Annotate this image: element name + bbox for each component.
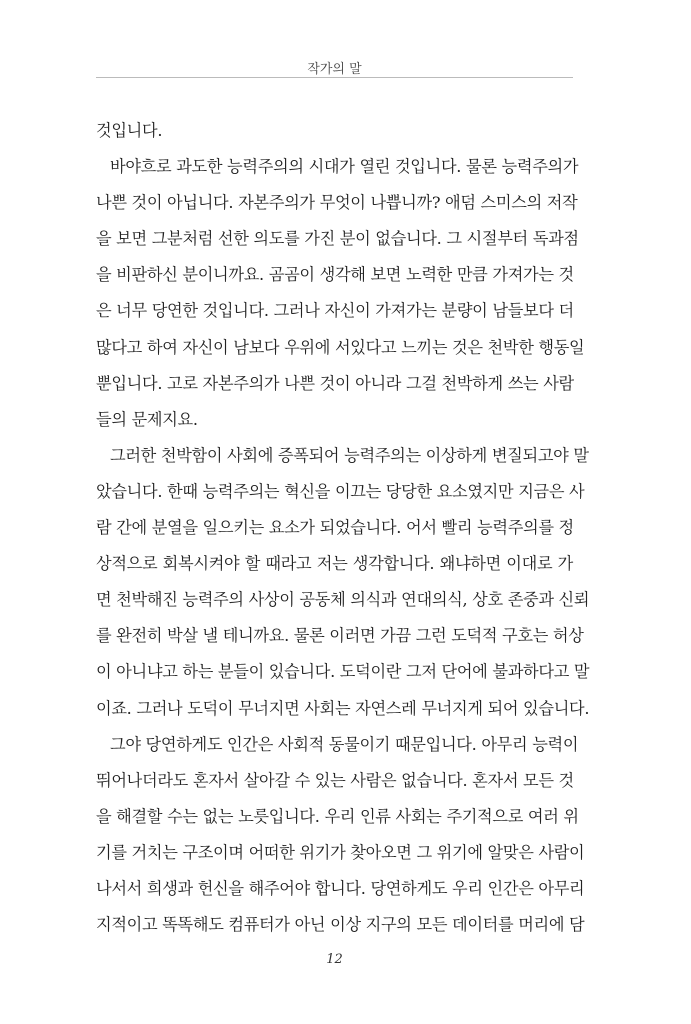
text-line: 뛰어나더라도 혼자서 살아갈 수 있는 사람은 없습니다. 혼자서 모든 것 [96, 770, 574, 790]
text-line: 것입니다. [96, 121, 163, 140]
text-line: 이 아니냐고 하는 분들이 있습니다. 도덕이란 그저 단어에 불과하다고 말 [96, 662, 590, 682]
text-line: 를 완전히 박살 낼 테니까요. 물론 이러면 가끔 그런 도덕적 구호는 허상 [96, 626, 584, 646]
text-line: 상적으로 회복시켜야 할 때라고 저는 생각합니다. 왜냐하면 이대로 가 [96, 554, 573, 574]
text-line: 이죠. 그러나 도덕이 무너지면 사회는 자연스레 무너지게 되어 있습니다. [96, 698, 590, 718]
text-line: 을 해결할 수는 없는 노릇입니다. 우리 인류 사회는 주기적으로 여러 위 [96, 806, 579, 826]
text-line: 았습니다. 한때 능력주의는 혁신을 이끄는 당당한 요소였지만 지금은 사 [96, 481, 585, 501]
text-line: 뿐입니다. 고로 자본주의가 나쁜 것이 아니라 그걸 천박하게 쓰는 사람 [96, 373, 574, 393]
running-header: 작가의 말 [307, 62, 362, 77]
text-line: 그야 당연하게도 인간은 사회적 동물이기 때문입니다. 아무리 능력이 [110, 734, 579, 754]
text-line: 바야흐로 과도한 능력주의의 시대가 열린 것입니다. 물론 능력주의가 [110, 157, 579, 177]
text-line: 면 천박해진 능력주의 사상이 공동체 의식과 연대의식, 상호 존중과 신뢰 [96, 590, 590, 610]
text-line: 들의 문제지요. [96, 409, 198, 429]
text-line: 지적이고 똑똑해도 컴퓨터가 아닌 이상 지구의 모든 데이터를 머리에 담 [96, 915, 585, 935]
page-number: 12 [326, 952, 343, 967]
body-text [96, 118, 590, 948]
header-divider [96, 77, 573, 78]
text-line: 그러한 천박함이 사회에 증폭되어 능력주의는 이상하게 변질되고야 말 [110, 445, 589, 465]
text-line: 나서서 희생과 헌신을 해주어야 합니다. 당연하게도 우리 인간은 아무리 [96, 878, 585, 898]
text-line: 많다고 하여 자신이 남보다 우위에 서있다고 느끼는 것은 천박한 행동일 [96, 337, 585, 357]
text-line: 을 보면 그분처럼 선한 의도를 가진 분이 없습니다. 그 시절부터 독과점 [96, 229, 579, 249]
text-line: 은 너무 당연한 것입니다. 그러나 자신이 가져가는 분량이 남들보다 더 [96, 301, 574, 321]
text-line: 나쁜 것이 아닙니다. 자본주의가 무엇이 나쁩니까? 애덤 스미스의 저작 [96, 193, 578, 213]
text-line: 을 비판하신 분이니까요. 곰곰이 생각해 보면 노력한 만큼 가져가는 것 [96, 265, 574, 285]
text-line: 기를 거치는 구조이며 어떠한 위기가 찾아오면 그 위기에 알맞은 사람이 [96, 842, 585, 862]
text-line: 람 간에 분열을 일으키는 요소가 되었습니다. 어서 빨리 능력주의를 정 [96, 518, 574, 538]
